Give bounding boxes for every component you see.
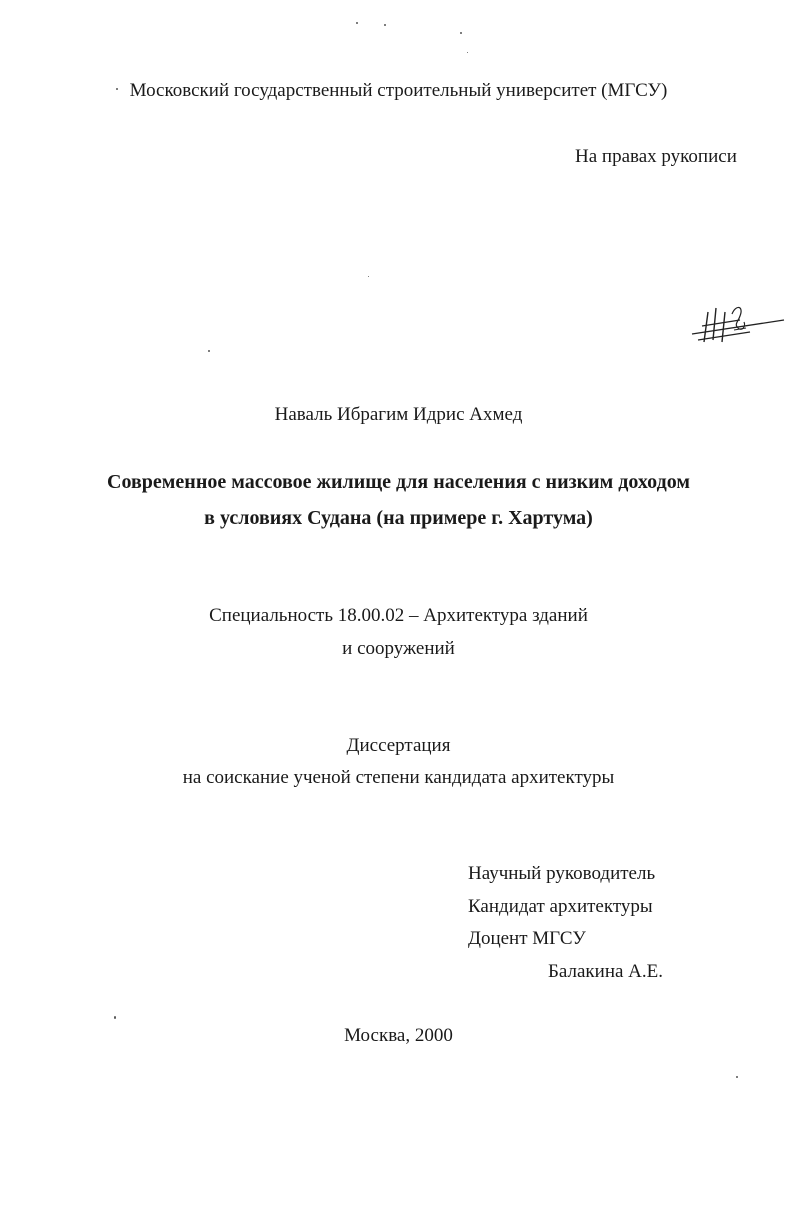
supervisor-position: Доцент МГСУ: [468, 928, 586, 949]
university-name: Московский государственный строительный университет (МГСУ): [129, 80, 668, 101]
scan-speck: [467, 52, 468, 53]
degree-line: на соискание ученой степени кандидата архитектуры: [182, 767, 615, 788]
city-year: Москва, 2000: [344, 1025, 453, 1046]
scan-speck: [208, 350, 210, 352]
specialty-line-1: Специальность 18.00.02 – Архитектура зданий: [209, 605, 588, 626]
scan-speck: [114, 1016, 116, 1019]
author-name: Наваль Ибрагим Идрис Ахмед: [274, 404, 523, 425]
scan-speck: [368, 276, 369, 277]
scan-speck: [384, 24, 386, 26]
scan-speck: [460, 32, 462, 34]
scan-speck: [116, 88, 118, 90]
title-line-2: в условиях Судана (на примере г. Хартума): [204, 507, 593, 529]
scan-speck: [736, 1076, 738, 1078]
dissertation-label: Диссертация: [346, 735, 451, 756]
supervisor-name: Балакина А.Е.: [548, 961, 664, 982]
signature-mark: [688, 300, 788, 346]
supervisor-role: Научный руководитель: [468, 863, 656, 884]
scan-speck: [356, 22, 358, 24]
manuscript-note: На правах рукописи: [575, 146, 737, 167]
specialty-line-2: и сооружений: [342, 638, 455, 659]
supervisor-degree: Кандидат архитектуры: [468, 896, 653, 917]
title-line-1: Современное массовое жилище для населения с низким доходом: [107, 471, 690, 493]
